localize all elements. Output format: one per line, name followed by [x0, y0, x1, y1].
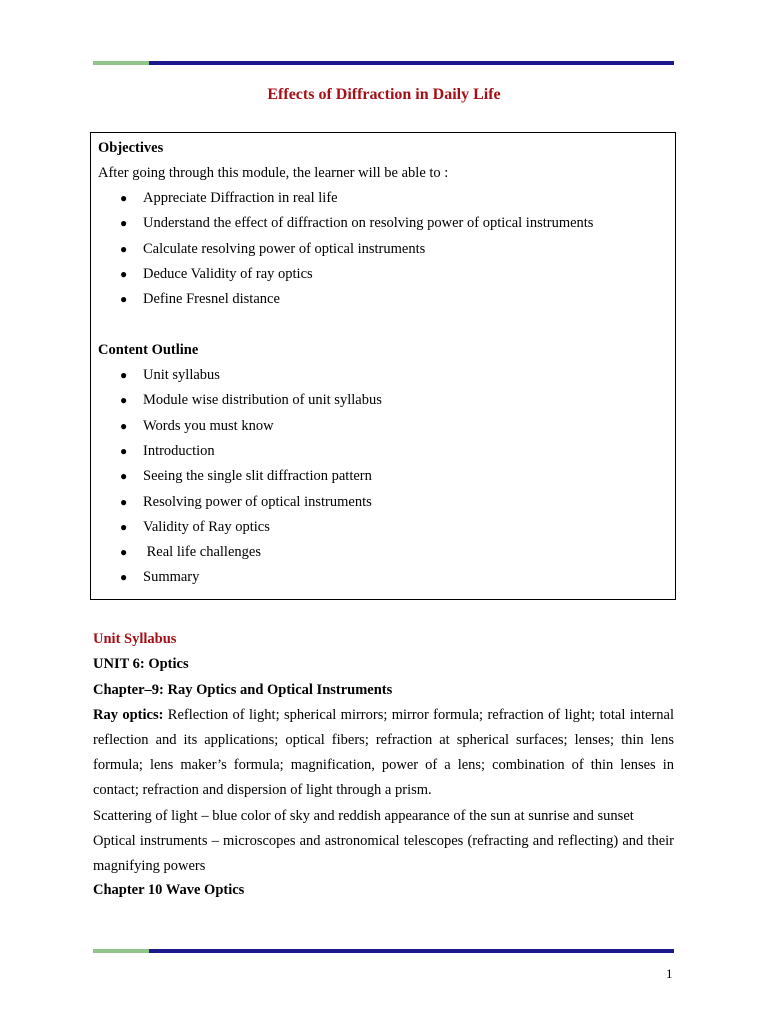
objective-item-label: Deduce Validity of ray optics [143, 265, 313, 282]
bullet-icon: ● [120, 469, 128, 484]
bullet-icon: ● [120, 418, 128, 433]
bullet-icon: ● [120, 216, 128, 231]
footer-rule-blue [149, 949, 674, 953]
objectives-heading: Objectives [98, 140, 164, 156]
outline-item-label: Module wise distribution of unit syllabus [143, 392, 382, 409]
objective-item-label: Understand the effect of diffraction on resolving power of optical instruments [143, 215, 594, 232]
unit-title: UNIT 6: Optics [93, 656, 189, 672]
outline-item-label: Unit syllabus [143, 367, 220, 383]
content-outline-heading: Content Outline [98, 342, 199, 358]
bullet-icon: ● [120, 292, 128, 307]
outline-item-label: Introduction [143, 442, 215, 459]
objective-item-label: Calculate resolving power of optical instruments [143, 240, 426, 257]
outline-item-label: Real life challenges [143, 544, 261, 561]
instruments-paragraph: Optical instruments – microscopes and astronomical telescopes (refracting and reflecting) and their magnifying powers [93, 833, 674, 874]
footer-rule-green [93, 949, 149, 953]
header-rule-blue [149, 61, 674, 65]
ray-optics-paragraph [93, 703, 674, 803]
outline-item-label: Resolving power of optical instruments [143, 493, 372, 510]
bullet-icon: ● [120, 570, 128, 585]
scattering-paragraph: Scattering of light – blue color of sky and reddish appearance of the sun at sunrise and sunset [93, 808, 634, 824]
objectives-intro: After going through this module, the learner will be able to : [98, 165, 449, 181]
bullet-icon: ● [120, 519, 128, 534]
bullet-icon: ● [120, 241, 128, 256]
bullet-icon: ● [120, 393, 128, 408]
page-title: Effects of Diffraction in Daily Life [267, 86, 501, 103]
outline-item-label: Words you must know [143, 417, 274, 434]
header-rule [93, 61, 674, 65]
objectives-box [90, 132, 676, 600]
ray-optics-label: Ray optics: [93, 707, 164, 723]
footer-rule [93, 949, 674, 953]
header-rule-green [93, 61, 149, 65]
objective-item-label: Appreciate Diffraction in real life [143, 190, 338, 206]
outline-item-label: Seeing the single slit diffraction pattern [143, 468, 372, 485]
outline-item-label: Summary [143, 569, 200, 586]
chapter-9-title: Chapter–9: Ray Optics and Optical Instruments [93, 682, 393, 698]
outline-item-label: Validity of Ray optics [143, 518, 270, 535]
chapter-10-title: Chapter 10 Wave Optics [93, 882, 245, 898]
bullet-icon: ● [120, 191, 128, 205]
bullet-icon: ● [120, 494, 128, 509]
bullet-icon: ● [120, 545, 128, 560]
unit-syllabus-heading: Unit Syllabus [93, 631, 177, 647]
bullet-icon: ● [120, 266, 128, 281]
objective-item-label: Define Fresnel distance [143, 291, 280, 308]
page-number: 1 [666, 966, 673, 981]
bullet-icon: ● [120, 443, 128, 458]
ray-optics-text: Reflection of light; spherical mirrors; mirror formula; refraction of light; total internal reflection and its applications; optical fibers; refraction at spherical surfaces; lenses; thin lens formula; lens maker’s formula; magnification, power of a lens; combination of thin lenses in contact; refraction and dispersion of light through a prism. [93, 707, 674, 798]
bullet-icon: ● [120, 368, 128, 382]
